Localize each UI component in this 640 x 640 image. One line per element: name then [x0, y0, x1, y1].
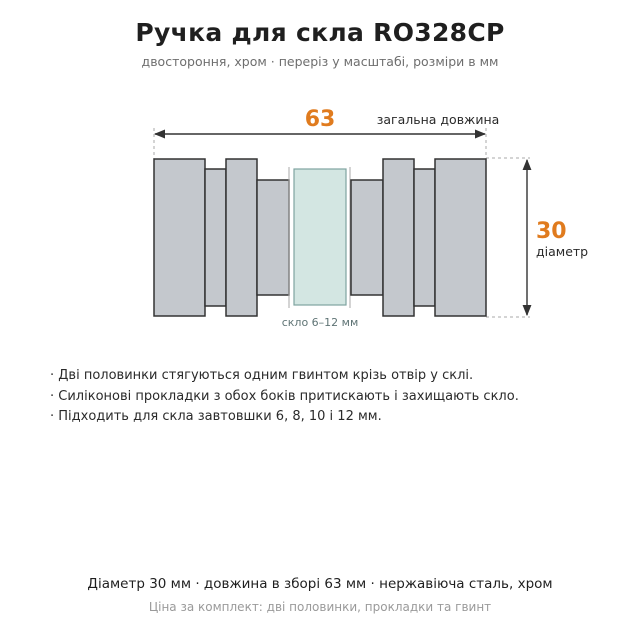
left-knob-outer — [154, 159, 205, 316]
length-label: загальна довжина — [376, 112, 500, 127]
page-subtitle: двостороння, хром · переріз у масштабі, розміри в мм — [141, 54, 499, 69]
glass-label: скло 6–12 мм — [281, 316, 359, 329]
diameter-value: 30 — [536, 219, 567, 244]
feature-item: · Силіконові прокладки з обох боків притискають і захищають скло. — [50, 388, 519, 404]
page-title: Ручка для скла RO328CP — [135, 18, 505, 47]
feature-item: · Дві половинки стягуються одним гвинтом крізь отвір у склі. — [50, 368, 474, 383]
left-knob-collar — [226, 159, 257, 316]
spec-summary: Діаметр 30 мм · довжина в зборі 63 мм · нержавіюча сталь, хром — [87, 576, 553, 592]
feature-item: · Підходить для скла завтовшки 6, 8, 10 і 12 мм. — [50, 409, 382, 424]
left-knob-neck — [205, 169, 226, 306]
right-knob-collar — [383, 159, 414, 316]
glass-panel — [294, 169, 346, 305]
feature-list — [50, 366, 610, 428]
length-value: 63 — [304, 107, 336, 132]
right-knob-neck — [414, 169, 435, 306]
price-note: Ціна за комплект: дві половинки, прокладки та гвинт — [148, 600, 492, 614]
right-knob-outer — [435, 159, 486, 316]
right-gasket — [351, 180, 383, 295]
left-gasket — [257, 180, 289, 295]
diameter-label: діаметр — [536, 244, 589, 259]
